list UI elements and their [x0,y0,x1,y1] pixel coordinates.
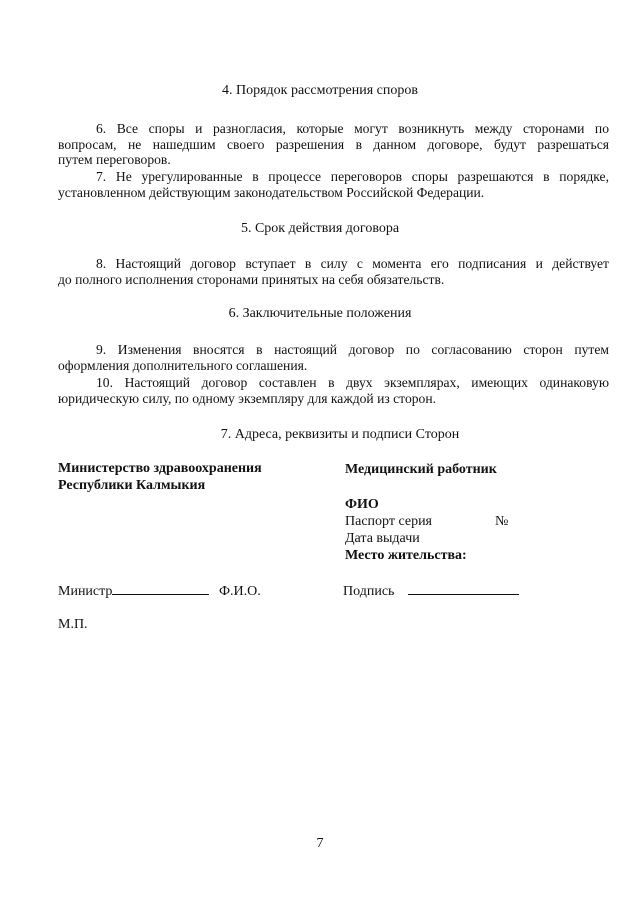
paragraph-8-line-2: до полного исполнения сторонами принятых на себя обязательств. [58,271,445,287]
paragraph-9 [58,342,609,373]
medical-worker-title: Медицинский работник [345,462,497,477]
paragraph-6 [58,121,609,168]
issue-date-label: Дата выдачи [345,531,420,546]
minister-signature-row [58,582,261,600]
minister-fio: Ф.И.О. [218,584,261,599]
paragraph-7-line-2: установленном действующим законодательством Российской Федерации. [58,184,485,200]
section-7-heading: 7. Адреса, реквизиты и подписи Сторон [220,427,460,442]
fio-label: ФИО [345,497,379,512]
minister-label: Министр [58,584,113,599]
paragraph-10 [58,375,609,406]
paragraph-6-line-3: путем переговоров. [58,152,171,167]
passport-number-label: № [495,514,509,529]
paragraph-9-line-1: 9. Изменения вносятся в настоящий договор по согласованию сторон путем [96,342,609,357]
paragraph-10-line-2: юридическую силу, по одному экземпляру для каждой из сторон. [58,390,437,406]
worker-signature-line [408,582,519,595]
paragraph-7-line-1: 7. Не урегулированные в процессе переговоров споры разрешаются в порядке, [96,169,609,184]
paragraph-6-line-1: 6. Все споры и разногласия, которые могут возникнуть между сторонами по [96,121,609,136]
page-number: 7 [316,836,324,851]
signature-label: Подпись [343,584,395,599]
paragraph-10-line-1: 10. Настоящий договор составлен в двух экземплярах, имеющих одинаковую [96,375,609,390]
stamp-place: М.П. [58,617,88,632]
ministry-name-line-2: Республики Калмыкия [58,478,206,493]
ministry-name-line-1: Министерство здравоохранения [58,461,262,476]
paragraph-6-line-2: вопросам, не нашедшим своего разрешения в данном договоре, будут разрешаться [58,136,609,152]
section-6-heading: 6. Заключительные положения [228,306,412,321]
passport-series-label: Паспорт серия [345,514,432,529]
residence-label: Место жительства: [345,548,467,563]
paragraph-8-line-1: 8. Настоящий договор вступает в силу с момента его подписания и действует [96,256,609,271]
paragraph-8 [58,256,609,287]
worker-signature-row [343,582,519,600]
section-4-heading: 4. Порядок рассмотрения споров [221,83,419,98]
minister-signature-line [112,582,209,595]
paragraph-7 [58,169,609,200]
section-5-heading: 5. Срок действия договора [240,221,400,236]
paragraph-9-line-2: оформления дополнительного соглашения. [58,357,308,373]
